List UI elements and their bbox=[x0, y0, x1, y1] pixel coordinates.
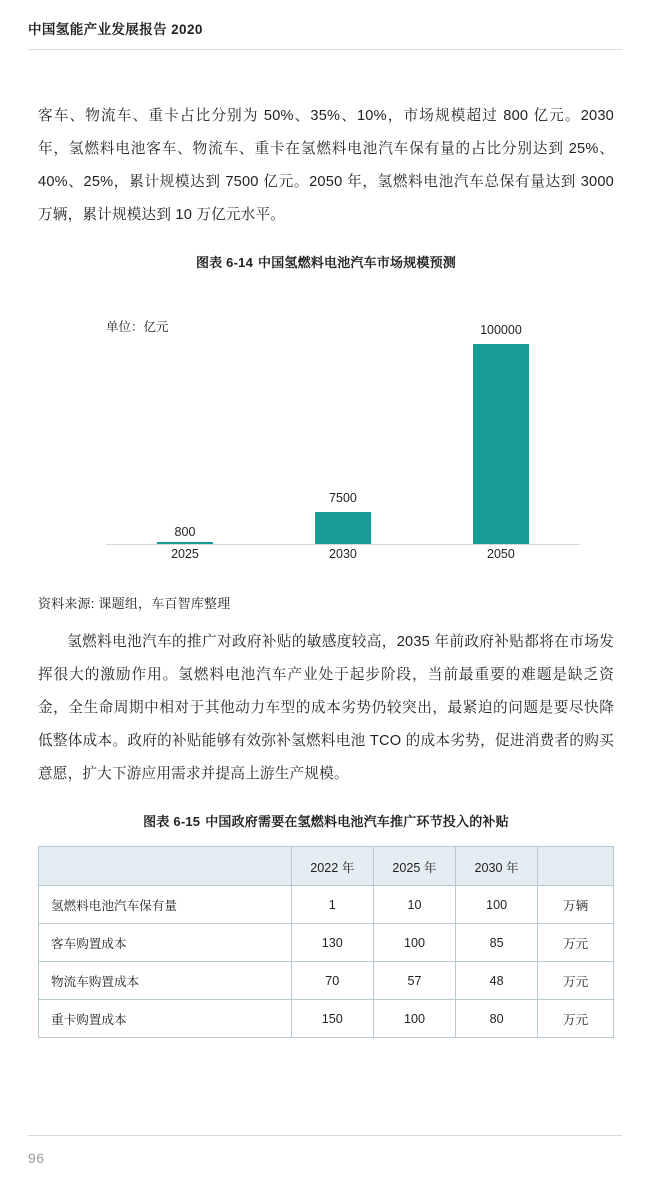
table-cell-2030: 80 bbox=[456, 1000, 538, 1038]
table-cell-2030: 48 bbox=[456, 962, 538, 1000]
chart-bar-2050 bbox=[473, 344, 529, 544]
table-cell-2022: 150 bbox=[291, 1000, 373, 1038]
chart-bar-group-2030 bbox=[264, 333, 422, 545]
figure-6-15-caption bbox=[38, 811, 614, 830]
chart-bar-2025 bbox=[157, 542, 213, 544]
table-header-cell-blank bbox=[39, 847, 292, 886]
table-row bbox=[39, 924, 614, 962]
paragraph-market-scale: 客车、物流车、重卡占比分别为 50%、35%、10%，市场规模超过 800 亿元。2030 年，氢燃料电池客车、物流车、重卡在氢燃料电池汽车保有量的占比分别达到 25%、40%、25%，累计规模达到 7500 亿元。2050 年，氢燃料电池汽车总保有量达到 3000 万辆，累计规模达到 10 万亿元水平。 bbox=[38, 108, 614, 223]
table-cell-label: 重卡购置成本 bbox=[39, 1000, 292, 1038]
table-row bbox=[39, 962, 614, 1000]
figure-6-15-title: 中国政府需要在氢燃料电池汽车推广环节投入的补贴 bbox=[205, 814, 509, 829]
table-cell-2022: 130 bbox=[291, 924, 373, 962]
subsidy-table bbox=[38, 846, 614, 1038]
table-cell-label: 客车购置成本 bbox=[39, 924, 292, 962]
chart-bar-value-2030: 7500 bbox=[329, 491, 357, 505]
table-cell-unit: 万辆 bbox=[538, 886, 614, 924]
figure-6-14-caption bbox=[38, 252, 614, 271]
table-row bbox=[39, 886, 614, 924]
table-cell-2030: 85 bbox=[456, 924, 538, 962]
table-cell-unit: 万元 bbox=[538, 924, 614, 962]
page-content bbox=[38, 100, 614, 1038]
table-header-cell-unit bbox=[538, 847, 614, 886]
table-header-cell-2022: 2022 年 bbox=[291, 847, 373, 886]
chart-bar-group-2050 bbox=[422, 323, 580, 545]
figure-6-14-number: 图表 6-14 bbox=[195, 255, 253, 270]
table-cell-2025: 10 bbox=[373, 886, 455, 924]
table-header-cell-2030: 2030 年 bbox=[456, 847, 538, 886]
report-title: 中国氢能产业发展报告 2020 bbox=[28, 22, 203, 37]
page-number: 96 bbox=[28, 1150, 45, 1166]
chart-x-label-2050: 2050 bbox=[487, 547, 515, 561]
chart-unit-label: 单位：亿元 bbox=[106, 320, 169, 334]
table-cell-label: 物流车购置成本 bbox=[39, 962, 292, 1000]
footer-divider bbox=[28, 1135, 622, 1136]
chart-bar-value-2025: 800 bbox=[174, 525, 196, 539]
table-cell-2025: 100 bbox=[373, 924, 455, 962]
table-cell-label: 氢燃料电池汽车保有量 bbox=[39, 886, 292, 924]
chart-bar-2030 bbox=[315, 512, 371, 544]
table-cell-unit: 万元 bbox=[538, 1000, 614, 1038]
table-cell-2022: 70 bbox=[291, 962, 373, 1000]
header-divider bbox=[28, 49, 622, 50]
chart-bar-group-2025 bbox=[106, 333, 264, 545]
figure-6-14-title: 中国氢燃料电池汽车市场规模预测 bbox=[258, 255, 457, 270]
chart-6-14 bbox=[38, 289, 614, 589]
table-cell-2025: 100 bbox=[373, 1000, 455, 1038]
figure-source-note: 资料来源: 课题组，车百智库整理 bbox=[38, 596, 231, 611]
table-cell-unit: 万元 bbox=[538, 962, 614, 1000]
subsidy-table-wrapper bbox=[38, 846, 614, 1038]
figure-6-15-number: 图表 6-15 bbox=[143, 814, 201, 829]
chart-x-label-2025: 2025 bbox=[171, 547, 199, 561]
page-header bbox=[28, 18, 622, 52]
table-cell-2022: 1 bbox=[291, 886, 373, 924]
chart-bar-value-2050: 100000 bbox=[480, 323, 522, 337]
table-cell-2030: 100 bbox=[456, 886, 538, 924]
chart-x-axis bbox=[106, 547, 580, 567]
table-header-cell-2025: 2025 年 bbox=[373, 847, 455, 886]
paragraph-subsidy: 氢燃料电池汽车的推广对政府补贴的敏感度较高，2035 年前政府补贴都将在市场发挥很大的激励作用。氢燃料电池汽车产业处于起步阶段，当前最重要的难题是缺乏资金，全生命周期中相对于其他动力车型的成本劣势仍较突出，最紧迫的问题是要尽快降低整体成本。政府的补贴能够有效弥补氢燃料电池 TCO 的成本劣势，促进消费者的购买意愿，扩大下游应用需求并提高上游生产规模。 bbox=[38, 634, 614, 782]
table-cell-2025: 57 bbox=[373, 962, 455, 1000]
chart-x-label-2030: 2030 bbox=[329, 547, 357, 561]
table-header-row bbox=[39, 847, 614, 886]
table-row bbox=[39, 1000, 614, 1038]
